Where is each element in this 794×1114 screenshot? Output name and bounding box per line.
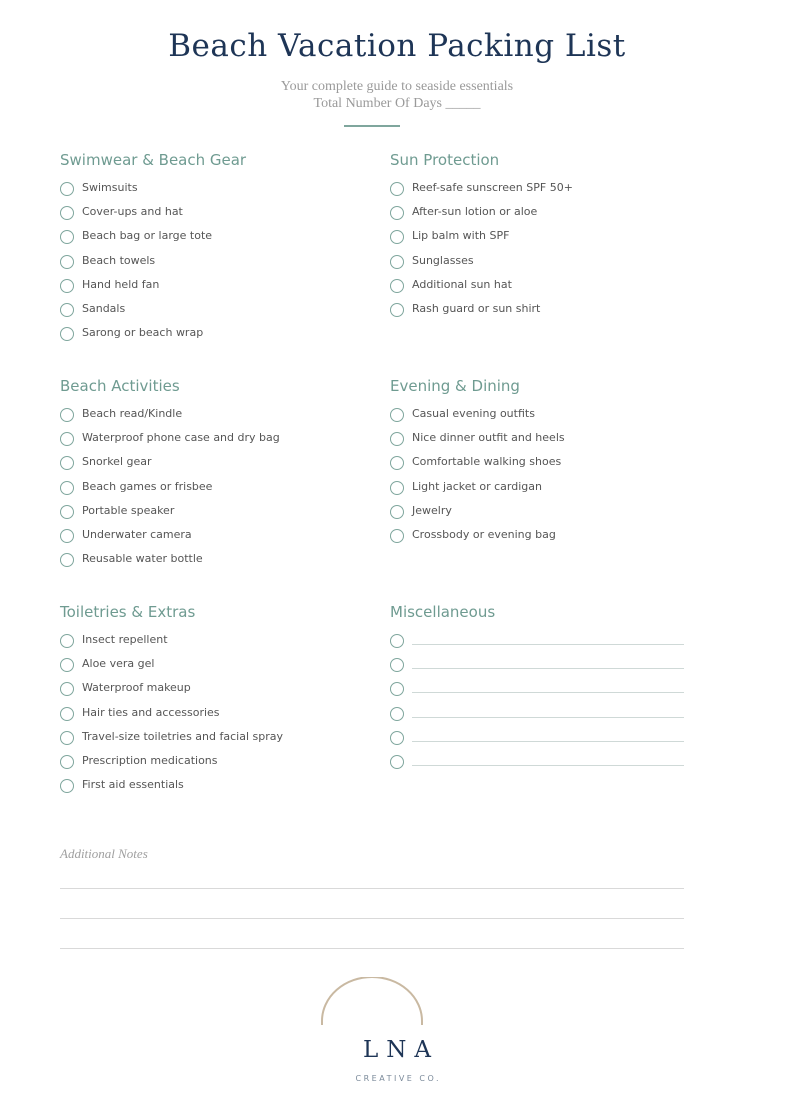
checkbox-icon[interactable] [390, 255, 404, 269]
checkbox-icon[interactable] [60, 279, 74, 293]
checklist-item [390, 229, 690, 253]
checkbox-icon[interactable] [390, 481, 404, 495]
checklist-item [390, 302, 690, 326]
checklist-item [390, 431, 690, 455]
logo-text: LNA [362, 1037, 439, 1063]
checklist-item [60, 778, 350, 802]
checkbox-icon[interactable] [390, 731, 404, 745]
item-label: Snorkel gear [82, 455, 152, 469]
item-label: Underwater camera [82, 527, 192, 541]
checkbox-icon[interactable] [60, 755, 74, 769]
item-label: Portable speaker [82, 503, 175, 517]
page-title: Beach Vacation Packing List [168, 28, 626, 64]
notes-line[interactable] [60, 948, 684, 949]
item-label: Jewelry [412, 503, 452, 517]
checkbox-icon[interactable] [60, 682, 74, 696]
section-title: Swimwear & Beach Gear [60, 151, 247, 169]
section-beach-activities [60, 377, 350, 576]
checklist-item [60, 431, 350, 455]
item-label: Hair ties and accessories [82, 705, 220, 719]
checklist-item [390, 528, 690, 552]
checkbox-icon[interactable] [60, 529, 74, 543]
checkbox-icon[interactable] [390, 456, 404, 470]
checkbox-icon[interactable] [390, 206, 404, 220]
checklist-item [390, 480, 690, 504]
notes-label: Additional Notes [60, 846, 148, 861]
checkbox-icon[interactable] [390, 658, 404, 672]
checklist-item [390, 254, 690, 278]
section-title: Miscellaneous [390, 603, 496, 621]
item-label: Beach read/Kindle [82, 407, 183, 420]
checkbox-icon[interactable] [60, 456, 74, 470]
notes-line[interactable] [60, 918, 684, 919]
write-in-line[interactable] [412, 741, 684, 742]
checklist-item [60, 455, 350, 479]
checkbox-icon[interactable] [390, 432, 404, 446]
checkbox-icon[interactable] [60, 432, 74, 446]
checkbox-icon[interactable] [60, 327, 74, 341]
checklist-item [60, 730, 350, 754]
title-divider [344, 125, 400, 127]
section-sun-protection [390, 151, 690, 326]
checklist-item [60, 754, 350, 778]
section-evening-dining [390, 377, 690, 552]
item-label: Prescription medications [82, 753, 218, 767]
checklist-item [60, 552, 350, 576]
checkbox-icon[interactable] [60, 230, 74, 244]
item-label: Sarong or beach wrap [82, 326, 204, 340]
checkbox-icon[interactable] [60, 255, 74, 269]
section-title: Sun Protection [390, 151, 500, 169]
checklist-item [390, 278, 690, 302]
item-label: Beach towels [82, 253, 156, 267]
item-label: Reef-safe sunscreen SPF 50+ [412, 181, 573, 194]
item-label: Cover-ups and hat [82, 205, 183, 219]
item-label: Light jacket or cardigan [412, 479, 542, 493]
checklist-item [60, 480, 350, 504]
checkbox-icon[interactable] [60, 779, 74, 793]
checklist-item [60, 504, 350, 528]
checkbox-icon[interactable] [60, 731, 74, 745]
section-title: Beach Activities [60, 377, 180, 395]
item-label: Crossbody or evening bag [412, 527, 556, 541]
item-label: Comfortable walking shoes [412, 455, 562, 469]
blank-checklist-item [390, 706, 684, 730]
checkbox-icon[interactable] [390, 279, 404, 293]
checklist [60, 407, 350, 576]
checklist-item [60, 706, 350, 730]
checklist [390, 407, 690, 552]
checklist-item [60, 326, 350, 350]
blank-checklist-item [390, 754, 684, 778]
item-label: Beach bag or large tote [82, 229, 213, 243]
item-label: Waterproof phone case and dry bag [82, 431, 280, 445]
checkbox-icon[interactable] [60, 707, 74, 721]
checklist-item [60, 528, 350, 552]
checklist-item [60, 181, 350, 205]
blank-checklist-item [390, 657, 684, 681]
section-miscellaneous [390, 603, 684, 778]
checklist-item [390, 205, 690, 229]
checklist-item [390, 407, 690, 431]
blank-checklist-item [390, 633, 684, 657]
subtitle: Your complete guide to seaside essentials [280, 79, 514, 94]
checkbox-icon[interactable] [390, 707, 404, 721]
checkbox-icon[interactable] [60, 408, 74, 422]
checklist-item [60, 278, 350, 302]
checkbox-icon[interactable] [390, 682, 404, 696]
checkbox-icon[interactable] [390, 529, 404, 543]
checklist-item [60, 229, 350, 253]
item-label: Casual evening outfits [412, 407, 535, 420]
checklist-item [60, 407, 350, 431]
item-label: First aid essentials [82, 778, 184, 792]
checklist-item [390, 455, 690, 479]
checklist-item [60, 254, 350, 278]
item-label: Insect repellent [82, 633, 168, 646]
checklist-item [60, 657, 350, 681]
checkbox-icon[interactable] [390, 634, 404, 648]
blank-checklist-item [390, 730, 684, 754]
checklist-item [390, 504, 690, 528]
section-swimwear [60, 151, 350, 350]
item-label: Hand held fan [82, 277, 160, 291]
item-label: Swimsuits [82, 181, 138, 194]
write-in-line[interactable] [412, 644, 684, 645]
item-label: Sunglasses [412, 253, 474, 267]
item-label: Nice dinner outfit and heels [412, 431, 565, 445]
checklist-item [60, 633, 350, 657]
days-label: Total Number Of Days _____ [313, 96, 481, 111]
checkbox-icon[interactable] [60, 182, 74, 196]
checkbox-icon[interactable] [60, 553, 74, 567]
checkbox-icon[interactable] [390, 408, 404, 422]
checkbox-icon[interactable] [60, 634, 74, 648]
checkbox-icon[interactable] [60, 481, 74, 495]
item-label: Rash guard or sun shirt [412, 301, 541, 315]
blank-checklist-item [390, 681, 684, 705]
write-in-line[interactable] [412, 765, 684, 766]
item-label: Beach games or frisbee [82, 479, 213, 493]
checkbox-icon[interactable] [60, 658, 74, 672]
write-in-line[interactable] [412, 692, 684, 693]
checkbox-icon[interactable] [60, 303, 74, 317]
logo-arch-icon [320, 977, 424, 1027]
checklist [60, 633, 350, 802]
item-label: Sandals [82, 301, 126, 315]
item-label: Lip balm with SPF [412, 229, 510, 243]
checkbox-icon[interactable] [60, 206, 74, 220]
checklist [60, 181, 350, 350]
checklist-item [390, 181, 690, 205]
section-toiletries-extras [60, 603, 350, 802]
section-title: Evening & Dining [390, 377, 520, 395]
checkbox-icon[interactable] [390, 755, 404, 769]
checklist [390, 633, 684, 778]
checkbox-icon[interactable] [390, 505, 404, 519]
item-label: Additional sun hat [412, 277, 512, 291]
section-title: Toiletries & Extras [60, 603, 196, 621]
checklist-item [60, 205, 350, 229]
item-label: After-sun lotion or aloe [412, 205, 538, 219]
item-label: Waterproof makeup [82, 681, 191, 695]
checklist-item [60, 681, 350, 705]
write-in-line[interactable] [412, 668, 684, 669]
item-label: Travel-size toiletries and facial spray [82, 729, 283, 743]
item-label: Reusable water bottle [82, 552, 203, 566]
write-in-line[interactable] [412, 717, 684, 718]
checkbox-icon[interactable] [390, 230, 404, 244]
logo-subtext: CREATIVE CO. [355, 1074, 441, 1083]
checklist [390, 181, 690, 326]
notes-line[interactable] [60, 888, 684, 889]
checkbox-icon[interactable] [390, 303, 404, 317]
checklist-item [60, 302, 350, 326]
checkbox-icon[interactable] [390, 182, 404, 196]
checkbox-icon[interactable] [60, 505, 74, 519]
item-label: Aloe vera gel [82, 657, 155, 671]
